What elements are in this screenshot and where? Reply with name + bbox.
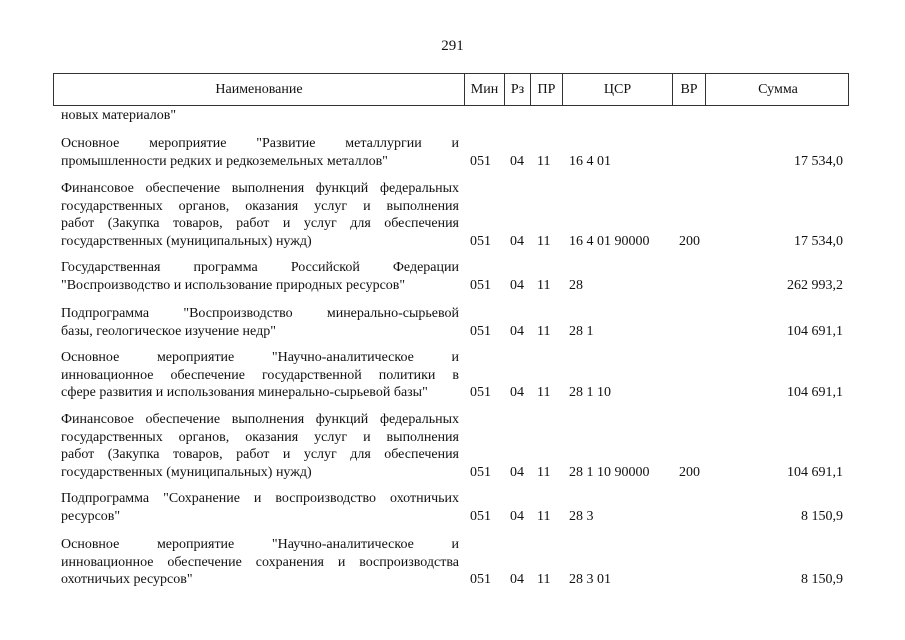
row-name-line: государственных органов, оказания услуг и выполнения — [61, 429, 459, 445]
row-name — [61, 305, 459, 340]
row-name-line: государственных (муниципальных) нужд) — [61, 233, 312, 249]
row-csr: 28 — [569, 277, 583, 293]
row-name-line: Основное мероприятие "Научно-аналитическое и — [61, 350, 459, 365]
row-rz: 04 — [510, 277, 524, 293]
row-csr: 28 1 — [569, 323, 594, 339]
row-name-line: инновационное обеспечение государственной политики в — [61, 367, 459, 383]
row-name-line: Подпрограмма "Сохранение и воспроизводство охотничьих — [61, 491, 459, 506]
row-pr: 11 — [537, 464, 551, 480]
row-name-line: государственных (муниципальных) нужд) — [61, 464, 312, 480]
row-sum: 17 534,0 — [794, 153, 843, 169]
row-sum: 17 534,0 — [794, 233, 843, 249]
row-name-line: инновационное обеспечение сохранения и воспроизводства — [61, 554, 459, 570]
header-pr: ПР — [530, 74, 562, 105]
row-csr: 28 3 — [569, 508, 594, 524]
row-csr: 28 3 01 — [569, 572, 611, 587]
row-name-line: Финансовое обеспечение выполнения функций федеральных — [61, 181, 459, 196]
row-name — [61, 490, 459, 525]
row-name — [61, 349, 459, 402]
header-min: Мин — [464, 74, 504, 105]
row-sum: 8 150,9 — [801, 572, 843, 587]
row-name-line: базы, геологическое изучение недр" — [61, 323, 276, 339]
row-csr: 28 1 10 — [569, 385, 611, 400]
row-pr: 11 — [537, 277, 551, 293]
continued-fragment: новых материалов" — [61, 108, 177, 123]
row-min: 051 — [470, 572, 491, 587]
row-rz: 04 — [510, 385, 524, 400]
row-rz: 04 — [510, 323, 524, 339]
row-name-line: Финансовое обеспечение выполнения функций федеральных — [61, 412, 459, 427]
row-pr: 11 — [537, 153, 551, 169]
header-name: Наименование — [215, 82, 303, 97]
row-min: 051 — [470, 233, 491, 249]
row-name — [61, 135, 459, 170]
row-rz: 04 — [510, 233, 524, 249]
row-name — [61, 180, 459, 250]
row-name-line: ресурсов" — [61, 508, 121, 524]
row-sum: 104 691,1 — [787, 464, 843, 480]
header-sum: Сумма — [705, 74, 850, 105]
row-rz: 04 — [510, 153, 524, 169]
row-vr: 200 — [679, 464, 700, 480]
row-pr: 11 — [537, 233, 551, 249]
row-name-line: охотничьих ресурсов" — [61, 572, 193, 587]
row-name-line: Основное мероприятие "Научно-аналитическое и — [61, 537, 459, 552]
row-name-line: работ (Закупка товаров, работ и услуг для обеспечения — [61, 216, 459, 231]
row-csr: 28 1 10 90000 — [569, 464, 650, 480]
header-rz: Рз — [504, 74, 530, 105]
header-vr: ВР — [672, 74, 705, 105]
table-header — [53, 73, 849, 106]
row-sum: 104 691,1 — [787, 385, 843, 400]
row-csr: 16 4 01 — [569, 153, 611, 169]
row-rz: 04 — [510, 572, 524, 587]
row-rz: 04 — [510, 464, 524, 480]
row-rz: 04 — [510, 508, 524, 524]
row-min: 051 — [470, 323, 491, 339]
row-name — [61, 411, 459, 481]
row-pr: 11 — [537, 572, 551, 587]
row-csr: 16 4 01 90000 — [569, 233, 650, 249]
row-pr: 11 — [537, 323, 551, 339]
row-name-line: Государственная программа Российской Федерации — [61, 260, 459, 275]
row-pr: 11 — [537, 508, 551, 524]
row-min: 051 — [470, 464, 491, 480]
row-name-line: работ (Закупка товаров, работ и услуг для обеспечения — [61, 447, 459, 462]
row-sum: 104 691,1 — [787, 323, 843, 339]
row-name-line: Подпрограмма "Воспроизводство минерально-сырьевой — [61, 306, 459, 321]
row-name-line: "Воспроизводство и использование природных ресурсов" — [61, 277, 406, 293]
header-csr: ЦСР — [562, 74, 672, 105]
row-name — [61, 536, 459, 589]
row-min: 051 — [470, 385, 491, 400]
row-min: 051 — [470, 277, 491, 293]
row-name — [61, 259, 459, 294]
row-name-line: промышленности редких и редкоземельных металлов" — [61, 153, 388, 169]
row-min: 051 — [470, 508, 491, 524]
row-name-line: сфере развития и использования минерально-сырьевой базы" — [61, 385, 428, 400]
row-name-line: государственных органов, оказания услуг и выполнения — [61, 198, 459, 214]
row-sum: 8 150,9 — [801, 508, 843, 524]
row-vr: 200 — [679, 233, 700, 249]
page-number: 291 — [441, 38, 464, 54]
row-pr: 11 — [537, 385, 551, 400]
row-sum: 262 993,2 — [787, 277, 843, 293]
row-min: 051 — [470, 153, 491, 169]
row-name-line: Основное мероприятие "Развитие металлургии и — [61, 136, 459, 151]
